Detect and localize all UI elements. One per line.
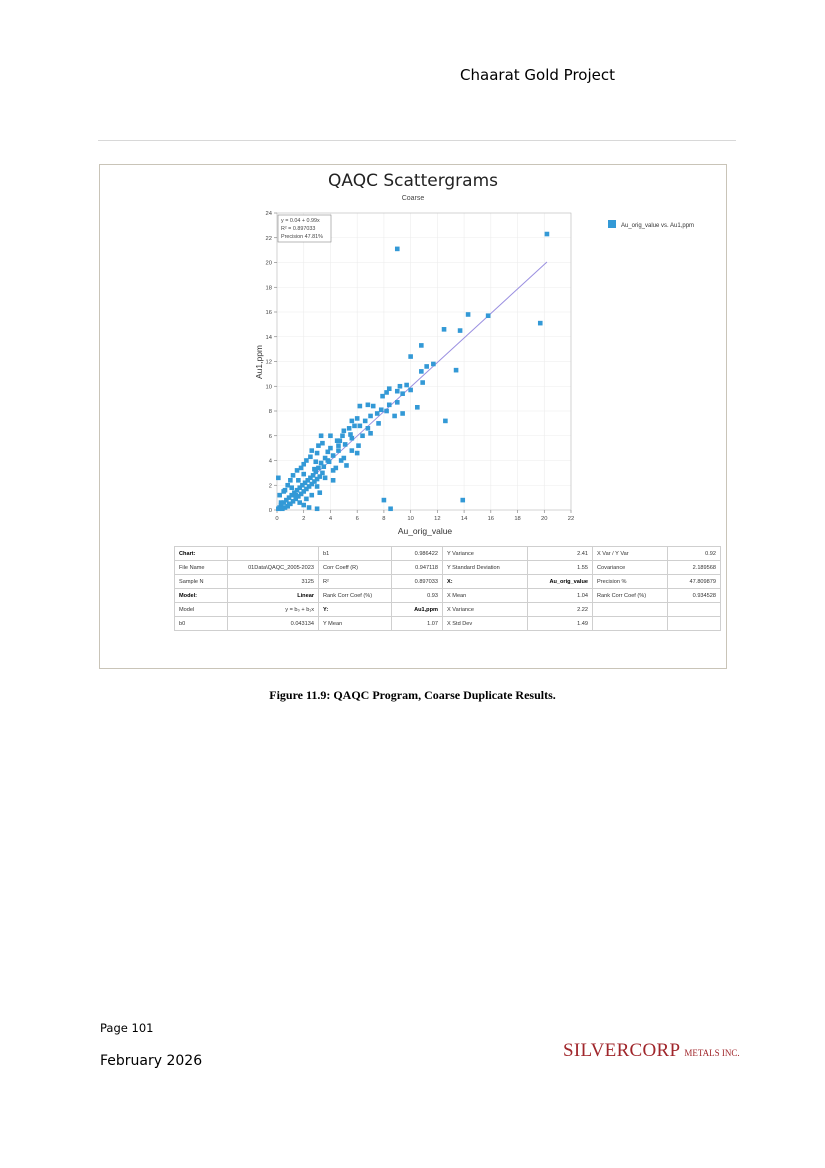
y-tick-label: 10	[265, 384, 272, 391]
data-point	[419, 343, 424, 348]
data-point	[279, 500, 284, 505]
data-point	[443, 419, 448, 424]
data-point	[395, 247, 400, 252]
stats-cell: 0.947118	[392, 561, 443, 575]
data-point	[321, 464, 326, 469]
data-point	[419, 369, 424, 374]
stats-cell: X Var / Y Var	[593, 547, 668, 561]
data-point	[415, 405, 420, 410]
data-point	[395, 389, 400, 394]
stats-cell: Au_orig_value	[528, 575, 593, 589]
data-point	[287, 502, 292, 507]
stats-cell: Au1,ppm	[392, 603, 443, 617]
data-point	[460, 498, 465, 503]
statistics-table	[174, 546, 721, 631]
x-tick-label: 0	[275, 516, 279, 522]
data-point	[336, 443, 341, 448]
data-point	[350, 436, 355, 441]
y-tick-label: 16	[265, 310, 272, 316]
y-tick-label: 4	[268, 458, 272, 465]
data-point	[308, 454, 313, 459]
data-point	[545, 232, 550, 237]
data-point	[309, 493, 314, 498]
stats-cell: 0.93	[392, 589, 443, 603]
data-point	[368, 414, 373, 419]
stats-row	[175, 603, 721, 617]
footer-date: February 2026	[100, 1053, 203, 1069]
header-rule	[98, 140, 736, 141]
legend-label: Au_orig_value vs. Au1,ppm	[621, 223, 695, 229]
y-tick-label: 8	[268, 409, 272, 415]
data-point	[299, 466, 304, 471]
data-point	[355, 451, 360, 456]
stats-cell: X Variance	[443, 603, 528, 617]
y-tick-label: 14	[265, 334, 272, 341]
stats-cell: 1.49	[528, 617, 593, 631]
data-point	[368, 431, 373, 436]
y-tick-label: 0	[268, 508, 272, 514]
chart-subtitle: Coarse	[401, 195, 425, 202]
data-point	[360, 433, 365, 438]
data-point	[538, 321, 543, 326]
stats-cell: Y:	[319, 603, 392, 617]
x-tick-label: 18	[514, 516, 521, 522]
data-point	[301, 503, 306, 508]
data-point	[340, 433, 345, 438]
data-point	[297, 500, 302, 505]
data-point	[376, 421, 381, 426]
data-point	[344, 463, 349, 468]
data-point	[400, 411, 405, 416]
stats-cell: Sample N	[175, 575, 228, 589]
data-point	[309, 448, 314, 453]
data-point	[296, 478, 301, 483]
figure-caption: Figure 11.9: QAQC Program, Coarse Duplicate Results.	[269, 688, 556, 702]
y-tick-label: 20	[265, 260, 272, 267]
stats-cell	[593, 603, 668, 617]
y-axis-label: Au1,ppm	[254, 344, 264, 380]
stats-row	[175, 617, 721, 631]
y-tick-label: 22	[265, 235, 272, 242]
x-tick-label: 22	[567, 516, 575, 522]
stats-row	[175, 589, 721, 603]
chart-title: QAQC Scattergrams	[327, 171, 499, 191]
annotation-line: y = 0.04 + 0.99x	[281, 218, 320, 224]
data-point	[307, 505, 312, 510]
stats-cell: 0.92	[668, 547, 721, 561]
grid-lines	[277, 213, 571, 510]
data-point	[424, 364, 429, 369]
stats-row	[175, 547, 721, 561]
data-point	[400, 391, 405, 396]
company-logo	[563, 1040, 740, 1062]
stats-cell: Chart:	[175, 547, 228, 561]
x-tick-label: 2	[302, 516, 306, 522]
data-point	[328, 433, 333, 438]
stats-cell: b0	[175, 617, 228, 631]
stats-cell: File Name	[175, 561, 228, 575]
data-point	[454, 368, 459, 373]
stats-cell: 1.07	[392, 617, 443, 631]
x-tick-label: 12	[434, 516, 441, 522]
x-tick-label: 6	[355, 516, 359, 522]
stats-cell: 2.22	[528, 603, 593, 617]
data-point	[343, 442, 348, 447]
data-points	[276, 232, 549, 511]
stats-cell: 2.189568	[668, 561, 721, 575]
stats-cell: 47.809879	[668, 575, 721, 589]
data-point	[295, 468, 300, 473]
data-point	[358, 424, 363, 429]
data-point	[313, 459, 318, 464]
y-tick-label: 6	[268, 433, 272, 440]
data-point	[312, 467, 317, 472]
data-point	[338, 438, 343, 443]
stats-cell: Model:	[175, 589, 228, 603]
data-point	[280, 506, 285, 511]
data-point	[384, 409, 389, 414]
stats-row	[175, 561, 721, 575]
stats-cell: 0.934528	[668, 589, 721, 603]
x-tick-label: 4	[328, 516, 333, 522]
stats-cell: Y Mean	[319, 617, 392, 631]
stats-cell: Covariance	[593, 561, 668, 575]
y-tick-label: 18	[265, 285, 272, 292]
y-tick-label: 24	[265, 211, 272, 217]
data-point	[283, 488, 288, 493]
logo-main-text: SILVERCORP	[563, 1040, 681, 1061]
page-number: Page 101	[100, 1021, 154, 1035]
stats-cell	[668, 603, 721, 617]
stats-cell: 1.55	[528, 561, 593, 575]
data-point	[304, 497, 309, 502]
data-point	[331, 478, 336, 483]
data-point	[486, 313, 491, 318]
scatter-plot	[100, 165, 726, 545]
data-point	[347, 426, 352, 431]
stats-cell	[228, 547, 319, 561]
stats-cell: 0.043134	[228, 617, 319, 631]
data-point	[366, 426, 371, 431]
figure-frame	[99, 164, 727, 669]
x-tick-label: 14	[460, 516, 468, 522]
data-point	[293, 493, 298, 498]
data-point	[358, 404, 363, 409]
x-tick-label: 8	[382, 516, 386, 522]
data-point	[342, 429, 347, 434]
data-point	[466, 312, 471, 317]
data-point	[408, 354, 413, 359]
annotation-line: Precision 47.81%	[281, 234, 323, 240]
stats-cell: Y Standard Deviation	[443, 561, 528, 575]
data-point	[380, 394, 385, 399]
stats-cell: Model	[175, 603, 228, 617]
data-point	[379, 407, 384, 412]
data-point	[355, 416, 360, 421]
stats-cell: 01Data\QAQC_2005-2023	[228, 561, 319, 575]
x-tick-label: 10	[407, 516, 414, 522]
data-point	[276, 506, 281, 511]
data-point	[331, 453, 336, 458]
data-point	[431, 362, 436, 367]
stats-cell: Y Variance	[443, 547, 528, 561]
data-point	[315, 451, 320, 456]
data-point	[398, 384, 403, 389]
stats-cell: 0.986422	[392, 547, 443, 561]
data-point	[289, 485, 294, 490]
data-point	[420, 380, 425, 385]
data-point	[350, 448, 355, 453]
annotation-box	[278, 215, 331, 242]
stats-cell: Precision %	[593, 575, 668, 589]
stats-cell: 2.41	[528, 547, 593, 561]
stats-cell: X Std Dev	[443, 617, 528, 631]
data-point	[342, 456, 347, 461]
data-point	[334, 466, 339, 471]
y-tick-label: 12	[265, 359, 272, 366]
data-point	[317, 490, 322, 495]
stats-cell: Linear	[228, 589, 319, 603]
data-point	[392, 414, 397, 419]
data-point	[319, 433, 324, 438]
data-point	[388, 506, 393, 511]
data-point	[325, 458, 330, 463]
data-point	[404, 383, 409, 388]
stats-cell	[668, 617, 721, 631]
data-point	[336, 448, 341, 453]
stats-cell: X Mean	[443, 589, 528, 603]
data-point	[350, 419, 355, 424]
annotation-line: R² = 0.897033	[281, 226, 316, 232]
data-point	[458, 328, 463, 333]
data-point	[356, 443, 361, 448]
data-point	[382, 498, 387, 503]
data-point	[323, 476, 328, 481]
stats-cell: Rank Corr Coef (%)	[593, 589, 668, 603]
legend	[608, 220, 694, 229]
data-point	[315, 506, 320, 511]
stats-row	[175, 575, 721, 589]
y-tick-label: 2	[268, 483, 272, 490]
data-point	[387, 403, 392, 408]
x-tick-label: 20	[541, 516, 548, 522]
stats-cell: X:	[443, 575, 528, 589]
x-axis-label: Au_orig_value	[397, 526, 453, 536]
data-point	[442, 327, 447, 332]
logo-sub-text: METALS INC.	[684, 1048, 740, 1058]
stats-cell: b1	[319, 547, 392, 561]
stats-cell: 0.897033	[392, 575, 443, 589]
x-tick-label: 16	[487, 516, 495, 522]
data-point	[316, 443, 321, 448]
stats-cell	[593, 617, 668, 631]
data-point	[301, 472, 306, 477]
data-point	[363, 419, 368, 424]
stats-cell: R²	[319, 575, 392, 589]
data-point	[395, 400, 400, 405]
data-point	[285, 483, 290, 488]
data-point	[325, 450, 330, 455]
stats-cell: y = b₀ + b₁x	[228, 603, 319, 617]
data-point	[315, 484, 320, 489]
stats-cell: Corr Coeff (R)	[319, 561, 392, 575]
stats-cell: Rank Corr Coef (%)	[319, 589, 392, 603]
data-point	[288, 478, 293, 483]
data-point	[366, 403, 371, 408]
header-title: Chaarat Gold Project	[460, 66, 615, 84]
data-point	[408, 388, 413, 393]
data-point	[384, 390, 389, 395]
data-point	[320, 441, 325, 446]
legend-swatch	[608, 220, 616, 228]
data-point	[291, 473, 296, 478]
data-point	[276, 476, 281, 481]
data-point	[304, 458, 309, 463]
stats-cell: 1.04	[528, 589, 593, 603]
stats-cell: 3125	[228, 575, 319, 589]
data-point	[375, 411, 380, 416]
data-point	[277, 493, 282, 498]
data-point	[352, 424, 357, 429]
data-point	[371, 404, 376, 409]
